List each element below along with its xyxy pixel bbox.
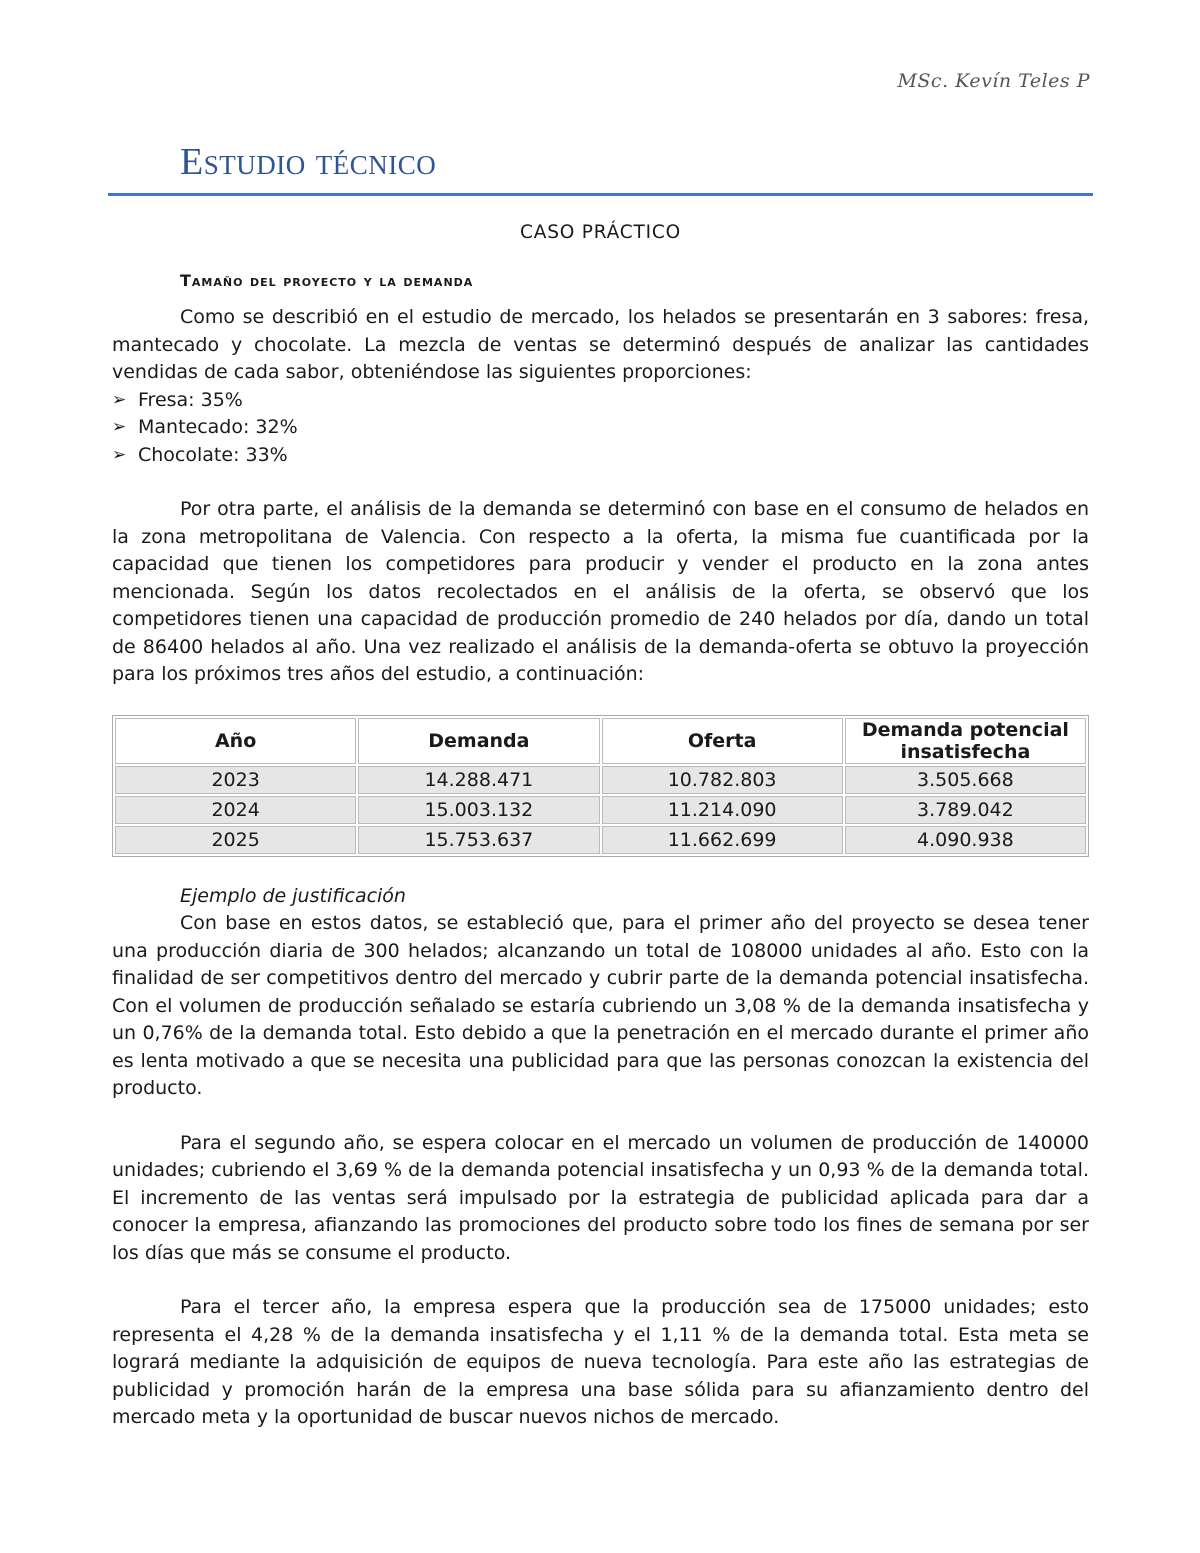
table-cell: 11.214.090 xyxy=(602,796,843,824)
table-cell: 14.288.471 xyxy=(358,766,599,794)
justification-paragraph-year3: Para el tercer año, la empresa espera que la producción sea de 175000 unidades; esto representa el 4,28 % de la demanda insatisfecha y el 1,11 % de la demanda total. Esta meta se logrará mediante la adquisición de equipos de nueva tecnología. Para este año las estrategias de publicidad y promoción harán de la empresa una base sólida para su afianzamiento dentro del mercado meta y la oportunidad de buscar nuevos nichos de mercado. xyxy=(112,1296,1089,1428)
demand-supply-table xyxy=(112,715,1089,857)
list-item-text: Fresa: 35% xyxy=(138,388,243,411)
title-divider xyxy=(108,193,1093,196)
document-title: Estudio técnico xyxy=(180,141,437,183)
table-cell: 2025 xyxy=(115,826,356,854)
justification-paragraph-year2: Para el segundo año, se espera colocar en el mercado un volumen de producción de 140000 unidades; cubriendo el 3,69 % de la demanda potencial insatisfecha y un 0,93 % de la demanda total. El incremento de las ventas será impulsado por la estrategia de publicidad aplicada para dar a conocer la empresa, afianzando las promociones del producto sobre todo los fines de semana por ser los días que más se consume el producto. xyxy=(112,1131,1089,1264)
table-cell: 2023 xyxy=(115,766,356,794)
demand-paragraph: Por otra parte, el análisis de la demanda se determinó con base en el consumo de helados en la zona metropolitana de Valencia. Con respecto a la oferta, la misma fue cuantificada por la capacidad que tienen los competidores para producir y vender el producto en la zona antes mencionada. Según los datos recolectados en el análisis de la oferta, se observó que los competidores tienen una capacidad de producción promedio de 240 helados por día, dando un total de 86400 helados al año. Una vez realizado el análisis de la demanda-oferta se obtuvo la proyección para los próximos tres años del estudio, a continuación: xyxy=(112,498,1089,685)
arrow-bullet-icon: ➢ xyxy=(112,444,127,465)
document-body xyxy=(112,215,1089,1432)
table-cell: 11.662.699 xyxy=(602,826,843,854)
arrow-bullet-icon: ➢ xyxy=(112,389,127,410)
intro-paragraph: Como se describió en el estudio de mercado, los helados se presentarán en 3 sabores: fresa, mantecado y chocolate. La mezcla de ventas se determinó después de analizar las cantidades vendidas de cada sabor, obteniéndose las siguientes proporciones: xyxy=(112,306,1089,383)
table-cell: 3.505.668 xyxy=(845,766,1086,794)
table-row xyxy=(115,796,1086,824)
justification-paragraph-year1: Con base en estos datos, se estableció que, para el primer año del proyecto se desea tener una producción diaria de 300 helados; alcanzando un total de 108000 unidades al año. Esto con la finalidad de ser competitivos dentro del mercado y cubrir parte de la demanda potencial insatisfecha. Con el volumen de producción señalado se estaría cubriendo un 3,08 % de la demanda insatisfecha y un 0,76% de la demanda total. Esto debido a que la penetración en el mercado durante el primer año es lenta motivado a que se necesita una publicidad para que las personas conozcan la existencia del producto. xyxy=(112,912,1089,1099)
list-item-text: Chocolate: 33% xyxy=(138,443,288,466)
column-header: Año xyxy=(115,718,356,764)
column-header: Demanda potencial insatisfecha xyxy=(845,718,1086,764)
table-cell: 10.782.803 xyxy=(602,766,843,794)
column-header: Demanda xyxy=(358,718,599,764)
list-item xyxy=(112,414,1089,442)
section-heading: Tamaño del proyecto y la demanda xyxy=(180,270,474,290)
flavor-list xyxy=(112,387,1089,470)
author-header: MSc. Kevín Teles P xyxy=(897,70,1090,92)
table-row xyxy=(115,826,1086,854)
table-cell: 15.003.132 xyxy=(358,796,599,824)
table-cell: 3.789.042 xyxy=(845,796,1086,824)
list-item-text: Mantecado: 32% xyxy=(138,416,298,438)
table-header-row xyxy=(115,718,1086,764)
case-heading: CASO PRÁCTICO xyxy=(520,222,681,243)
list-item xyxy=(112,442,1089,470)
table-cell: 15.753.637 xyxy=(358,826,599,854)
column-header: Oferta xyxy=(602,718,843,764)
table-cell: 2024 xyxy=(115,796,356,824)
justification-title: Ejemplo de justificación xyxy=(180,884,406,907)
arrow-bullet-icon: ➢ xyxy=(112,417,127,437)
table-cell: 4.090.938 xyxy=(845,826,1086,854)
table-row xyxy=(115,766,1086,794)
list-item xyxy=(112,387,1089,415)
